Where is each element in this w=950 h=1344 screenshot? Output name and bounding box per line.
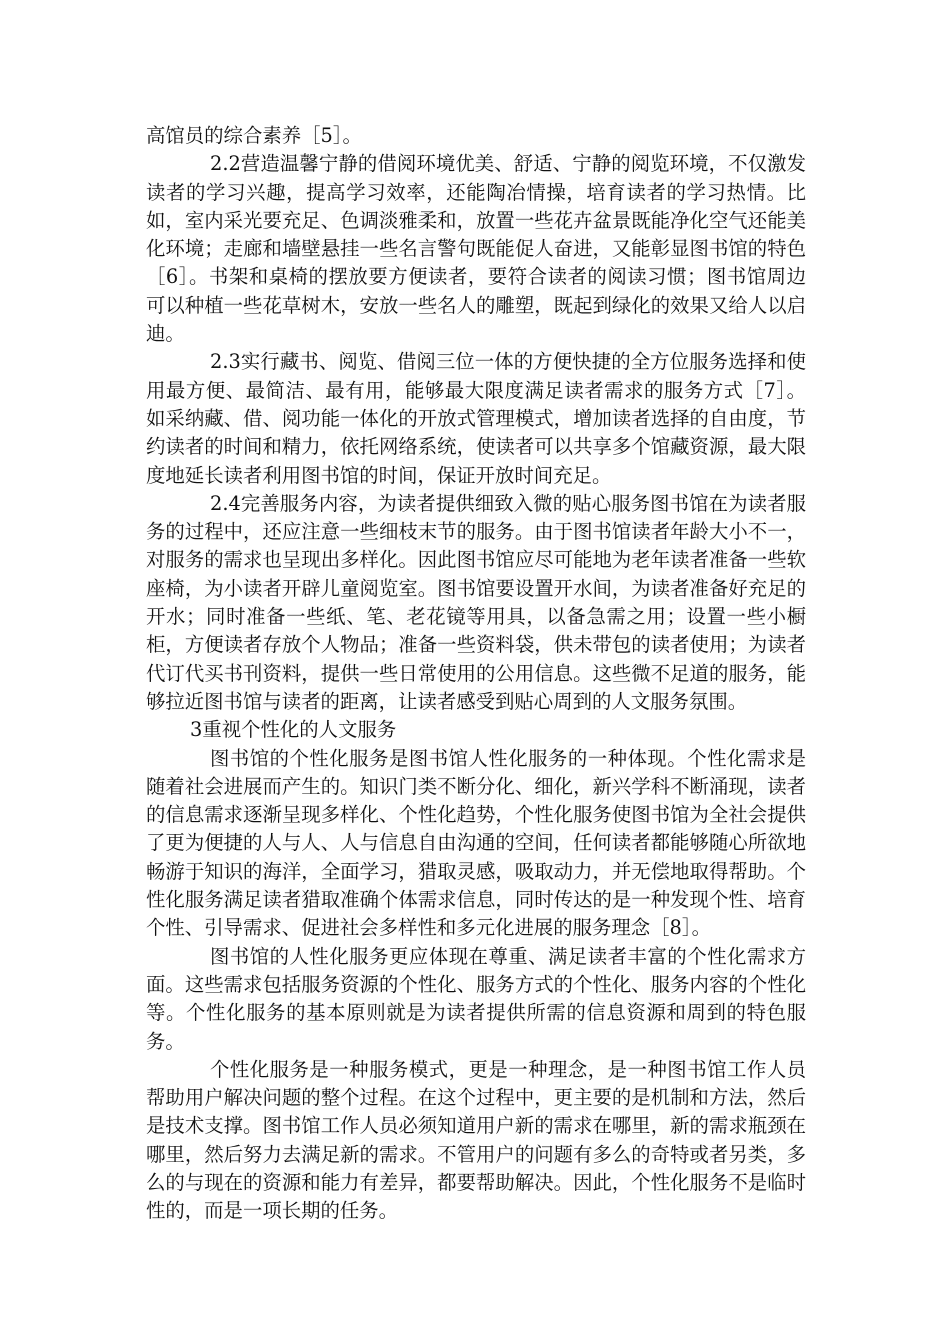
paragraph-personalized-service-2: 图书馆的人性化服务更应体现在尊重、满足读者丰富的个性化需求方面。这些需求包括服务资源的个性化、服务方式的个性化、服务内容的个性化等。个性化服务的基本原则就是为读者提供所需的信息资源和周到的特色服务。 <box>146 944 806 1053</box>
document-page <box>146 122 806 1226</box>
section-heading-3: 3重视个性化的人文服务 <box>190 718 397 742</box>
paragraph-personalized-service-3: 个性化服务是一种服务模式，更是一种理念，是一种图书馆工作人员帮助用户解决问题的整个过程。在这个过程中，更主要的是机制和方法，然后是技术支撑。图书馆工作人员必须知道用户新的需求在哪里，新的需求瓶颈在哪里，然后努力去满足新的需求。不管用户的问题有多么的奇特或者另类，多么的与现在的资源和能力有差异，都要帮助解决。因此，个性化服务不是临时性的，而是一项长期的任务。 <box>146 1057 806 1223</box>
paragraph-section-2-2: 2.2营造温馨宁静的借阅环境优美、舒适、宁静的阅览环境，不仅激发读者的学习兴趣，提高学习效率，还能陶冶情操，培育读者的学习热情。比如，室内采光要充足、色调淡雅柔和，放置一些花卉盆景既能净化空气还能美化环境；走廊和墙壁悬挂一些名言警句既能促人奋进，又能彰显图书馆的特色［6］。书架和桌椅的摆放要方便读者，要符合读者的阅读习惯；图书馆周边可以种植一些花草树木，安放一些名人的雕塑，既起到绿化的效果又给人以启迪。 <box>146 152 806 346</box>
paragraph-section-2-3: 2.3实行藏书、阅览、借阅三位一体的方便快捷的全方位服务选择和使用最方便、最简洁、最有用，能够最大限度满足读者需求的服务方式［7］。如采纳藏、借、阅功能一体化的开放式管理模式，增加读者选择的自由度，节约读者的时间和精力，依托网络系统，使读者可以共享多个馆藏资源，最大限度地延长读者利用图书馆的时间，保证开放时间充足。 <box>146 350 806 487</box>
paragraph-personalized-service-1: 图书馆的个性化服务是图书馆人性化服务的一种体现。个性化需求是随着社会进展而产生的。知识门类不断分化、细化，新兴学科不断涌现，读者的信息需求逐渐呈现多样化、个性化趋势，个性化服务使图书馆为全社会提供了更为便捷的人与人、人与信息自由沟通的空间，任何读者都能够随心所欲地畅游于知识的海洋，全面学习，猎取灵感，吸取动力，并无偿地取得帮助。个性化服务满足读者猎取准确个体需求信息，同时传达的是一种发现个性、培育个性、引导需求、促进社会多样性和多元化进展的服务理念［8］。 <box>146 746 806 940</box>
paragraph-section-2-4: 2.4完善服务内容，为读者提供细致入微的贴心服务图书馆在为读者服务的过程中，还应注意一些细枝末节的服务。由于图书馆读者年龄大小不一，对服务的需求也呈现出多样化。因此图书馆应尽可能地为老年读者准备一些软座椅，为小读者开辟儿童阅览室。图书馆要设置开水间，为读者准备好充足的开水；同时准备一些纸、笔、老花镜等用具，以备急需之用；设置一些小橱柜，方便读者存放个人物品；准备一些资料袋，供未带包的读者使用；为读者代订代买书刊资料，提供一些日常使用的公用信息。这些微不足道的服务，能够拉近图书馆与读者的距离，让读者感受到贴心周到的人文服务氛围。 <box>146 491 806 713</box>
paragraph-continuation: 高馆员的综合素养［5］。 <box>146 124 362 147</box>
